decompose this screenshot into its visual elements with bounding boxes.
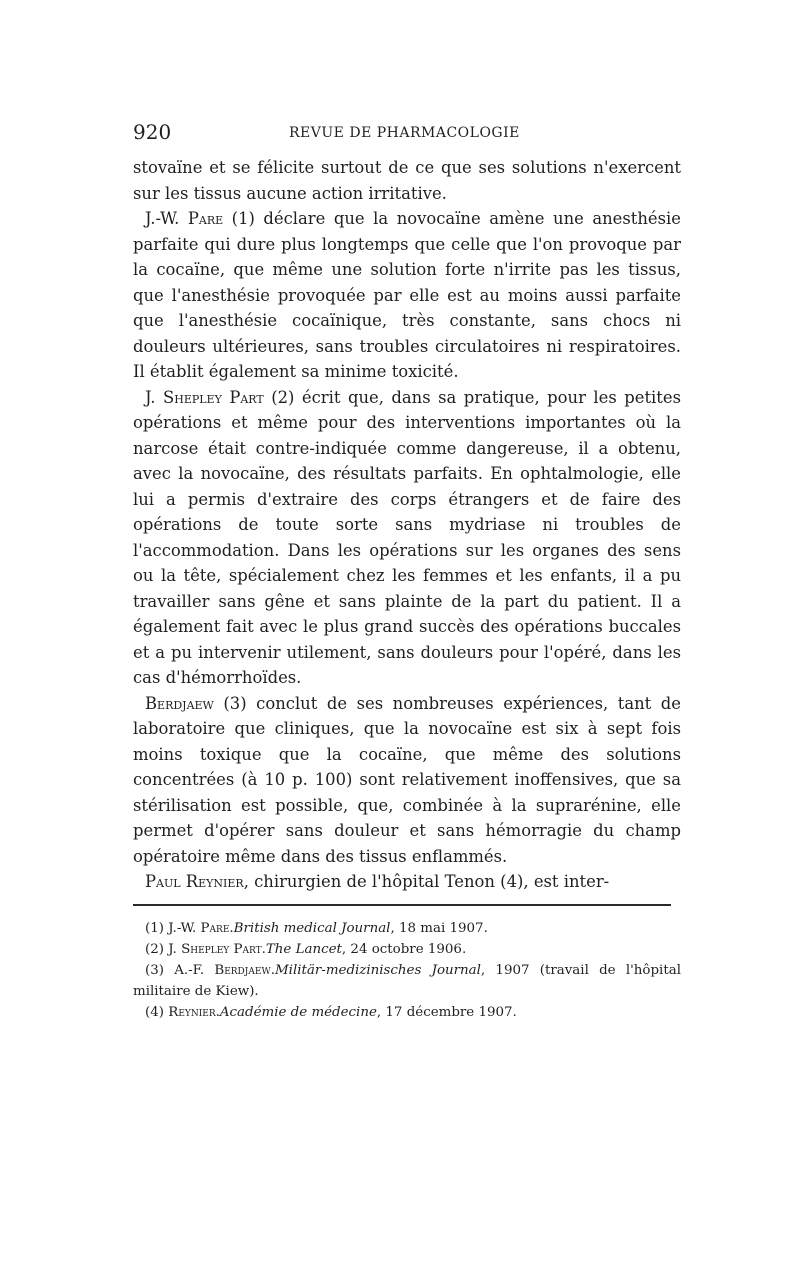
footnote-date: , 17 décembre 1907. <box>376 1005 517 1020</box>
footnotes <box>133 918 681 1023</box>
body-text <box>133 155 681 895</box>
footnote-date: , 18 mai 1907. <box>390 921 488 936</box>
footnote-author: Reynier. <box>168 1005 220 1020</box>
paragraph-5 <box>133 869 681 895</box>
paragraph-text: (3) conclut de ses nombreuses expériences, tant de laboratoire que cliniques, que la novocaïne est six à sept fois moins toxique que la cocaïne, que même des solutions concentrées (à 10 p. 100) sont relativement inoffensives, que sa stérilisation est possible, que, combinée à la suprarénine, elle permet d'opérer sans douleur et sans hémorragie du champ opératoire même dans des tissus enflammés. <box>133 693 681 866</box>
footnote-author: J. Shepley Part. <box>168 942 266 957</box>
paragraph-text: (1) déclare que la novocaïne amène une anesthésie parfaite qui dure plus longtemps que celle que l'on provoque par la cocaïne, que même une solution forte n'irrite pas les tissus, que l'anesthésie provoquée par elle est au moins aussi parfaite que l'anesthésie cocaïnique, très constante, sans chocs ni douleurs ultérieures, sans troubles circulatoires ni respiratoires. Il établit également sa minime toxicité. <box>133 209 681 381</box>
paragraph-4 <box>133 691 681 870</box>
footnote-source: Académie de médecine <box>219 1005 377 1020</box>
author-name: J.-W. Pare <box>145 209 224 228</box>
page-number: 920 <box>133 120 172 144</box>
footnote-source: The Lancet <box>265 942 342 957</box>
footnote-divider <box>133 904 671 906</box>
author-name: J. Shepley Part <box>145 387 264 407</box>
page-header <box>133 118 681 148</box>
paragraph-text: (2) écrit que, dans sa pratique, pour les petites opérations et même pour des interventions importantes où la narcose était contre-indiquée comme dangereuse, il a obtenu, avec la novocaïne, des résultats parfaits. En ophtalmologie, elle lui a permis d'extraire des corps étrangers et de faire des opérations de toute sorte sans mydriase ni troubles de l'accommodation. Dans les opérations sur les organes des sens ou la tête, spécialement chez les femmes et les enfants, il a pu travailler sans gêne et sans plainte de la part du patient. Il a également fait avec le plus grand succès des opérations buccales et a pu intervenir utilement, sans douleurs pour l'opéré, dans les cas d'hémorrhoïdes. <box>133 387 681 687</box>
footnote-author: J.-W. Pare. <box>168 921 234 936</box>
footnote-4 <box>133 1002 681 1023</box>
author-name: Berdjaew <box>145 693 214 713</box>
footnote-number: (3) <box>145 963 175 978</box>
paragraph-3 <box>133 385 681 691</box>
footnote-number: (4) <box>145 1005 169 1020</box>
footnote-1 <box>133 918 681 939</box>
footnote-number: (1) <box>145 921 169 936</box>
author-name: Paul Reynier <box>145 872 244 891</box>
footnote-2 <box>133 939 681 960</box>
footnote-date: , 24 octobre 1906. <box>341 942 467 957</box>
footnote-number: (2) <box>145 942 169 957</box>
paragraph-1: stovaïne et se félicite surtout de ce que ses solutions n'exercent sur les tissus aucune action irritative. <box>133 158 681 203</box>
footnote-date: , 1907 (travail de l'hôpital militaire de Kiew). <box>133 963 681 999</box>
footnote-source: British medical Journal <box>233 921 391 936</box>
running-title: REVUE DE PHARMACOLOGIE <box>289 125 520 141</box>
footnote-3 <box>133 960 681 1002</box>
footnote-author: A.-F. Berdjaew. <box>174 963 275 978</box>
footnote-source: Militär-medizinisches Journal <box>274 963 481 978</box>
paragraph-text: , chirurgien de l'hôpital Tenon (4), est inter- <box>243 872 610 891</box>
paragraph-2 <box>133 206 681 385</box>
